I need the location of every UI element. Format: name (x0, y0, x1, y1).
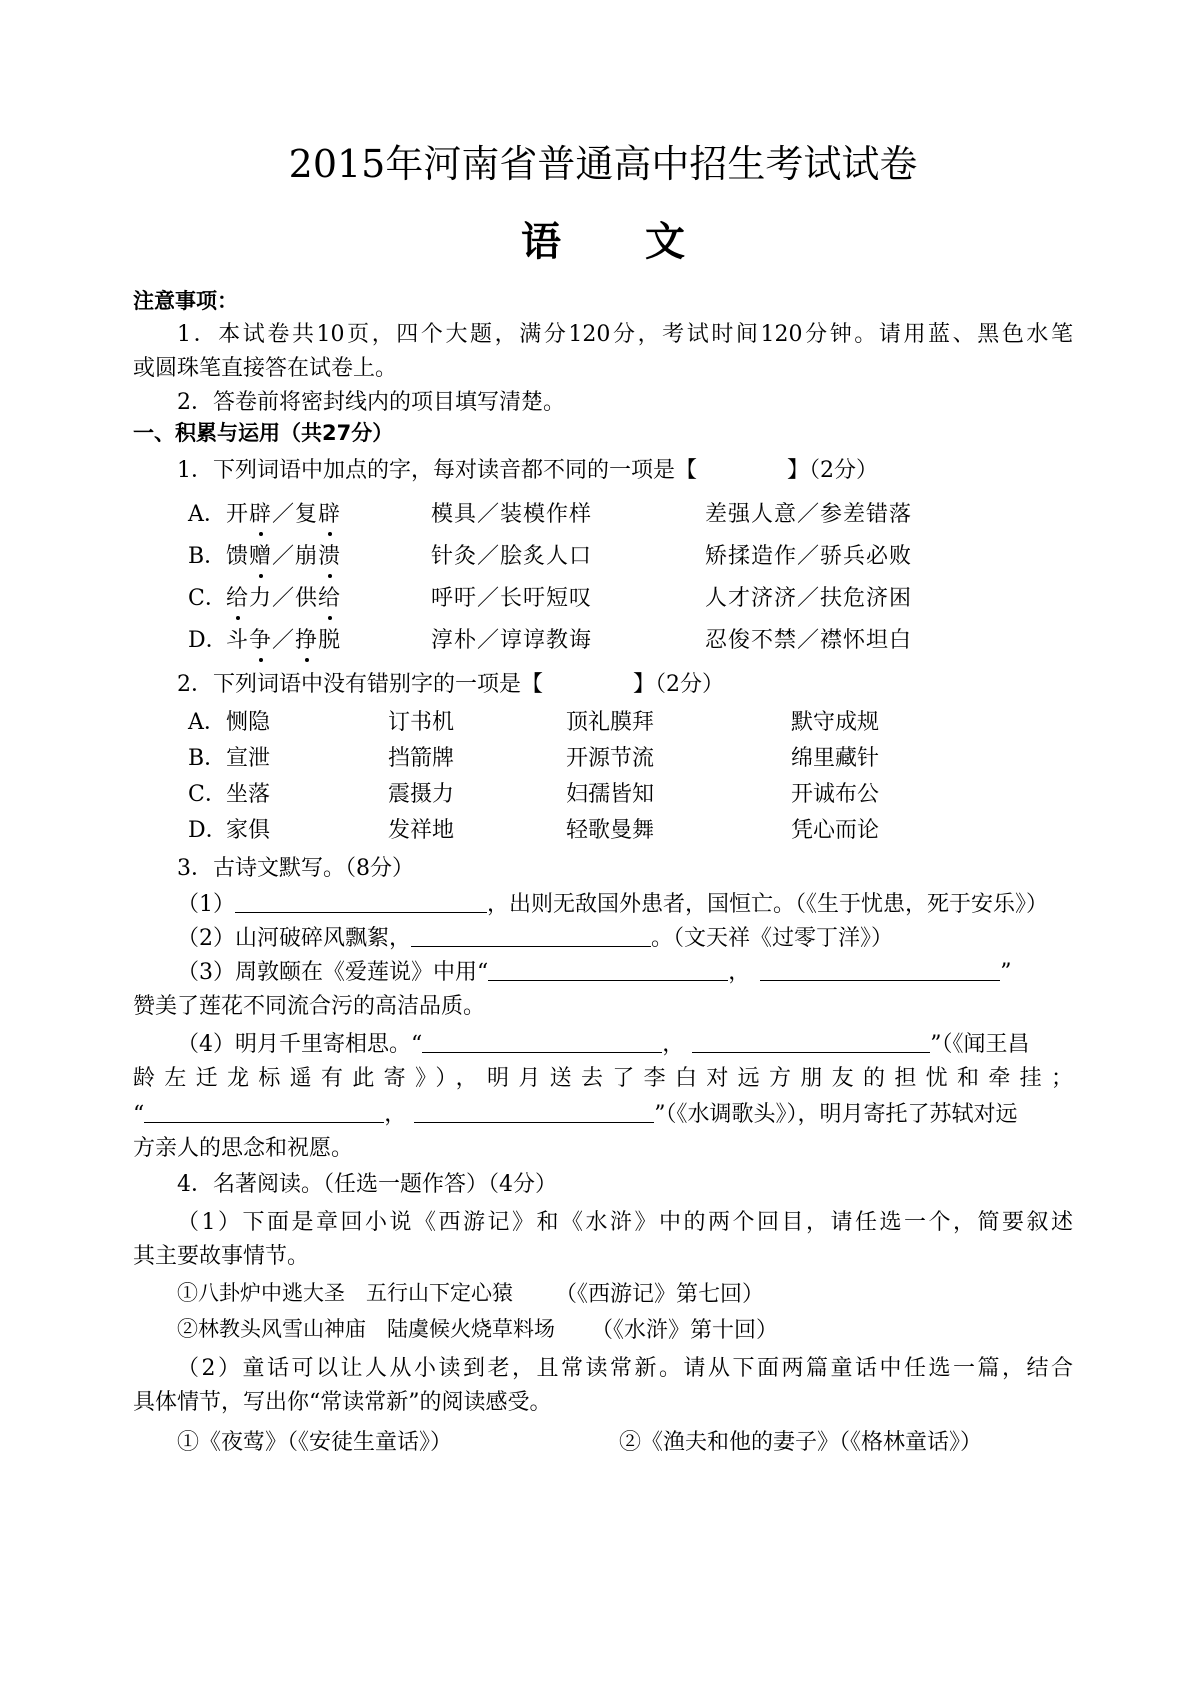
q1-option-b-word-1: 馈赠／崩溃 (226, 540, 341, 573)
q2-stem (133, 668, 1073, 701)
q2-stem-text: 2．下列词语中没有错别字的一项是【 (177, 672, 543, 697)
q2-word: 震摄力 (388, 782, 455, 807)
q2-word: 宣泄 (226, 746, 271, 771)
q3-part-4-blank-2[interactable] (692, 1032, 930, 1053)
q2-option-label: C． (188, 782, 227, 807)
q3-part-2-blank[interactable] (411, 926, 651, 947)
q1-stem-text: 1．下列词语中加点的字，每对读音都不同的一项是【 (177, 458, 697, 483)
q1-option-label: B． (188, 544, 227, 569)
q3-part-3-blank-2[interactable] (760, 960, 1000, 981)
q4-part-1-line-1: （1）下面是章回小说《西游记》和《水浒》中的两个回目，请任选一个，简要叙述 (177, 1210, 1073, 1235)
q1-option-d-word-1: 斗争／挣脱 (226, 624, 341, 657)
notice-item-1-line-2: 或圆珠笔直接答在试卷上。 (133, 356, 398, 381)
q1-stem (133, 454, 1073, 487)
q4-stem: 4．名著阅读。（任选一题作答）（4分） (177, 1172, 557, 1197)
q4-part-2-line-2: 具体情节，写出你“常读常新”的阅读感受。 (133, 1390, 552, 1415)
q2-word: 轻歌曼舞 (566, 818, 655, 843)
q3-part-3-blank-1[interactable] (488, 960, 728, 981)
q4-chapter-1-source: （《西游记》第七回） (555, 1282, 765, 1307)
q3-part-3: （3）周敦颐在《爱莲说》中用“ ， ” (177, 960, 1012, 985)
q2-option-label: A． (188, 710, 226, 735)
q1-answer-space[interactable] (697, 459, 787, 479)
q3-part-4-blank-4[interactable] (414, 1102, 654, 1123)
q1-option-a-word-1: 开辟／复辟 (226, 498, 341, 531)
q3-part-4-line-4: 方亲人的思念和祝愿。 (133, 1136, 354, 1161)
q4-chapter-2-source: （《水浒》第十回） (591, 1318, 779, 1343)
q3-part-4-line-3: “ ， ”（《水调歌头》），明月寄托了苏轼对远 (133, 1102, 1018, 1127)
q3-part-4: （4）明月千里寄相思。“ ， ”（《闻王昌 (177, 1032, 1030, 1057)
q3-stem: 3．古诗文默写。（8分） (177, 856, 414, 881)
q2-word: 坐落 (226, 782, 271, 807)
notice-item-1-line-1: 1．本试卷共10页，四个大题，满分120分，考试时间120分钟。请用蓝、黑色水笔 (177, 322, 1073, 347)
q1-option-d-word-3: 忍俊不禁／襟怀坦白 (705, 628, 913, 653)
notice-item-2: 2．答卷前将密封线内的项目填写清楚。 (177, 390, 565, 415)
q4-part-2-line-1: （2）童话可以让人从小读到老，且常读常新。请从下面两篇童话中任选一篇，结合 (177, 1356, 1073, 1381)
q3-part-4-blank-3[interactable] (144, 1102, 384, 1123)
q1-option-c-word-3: 人才济济／扶危济困 (705, 586, 913, 611)
q4-part-1-line-2: 其主要故事情节。 (133, 1244, 310, 1269)
q3-part-1: （1） ，出则无敌国外患者，国恒亡。（《生于忧患，死于安乐》） (177, 892, 1049, 917)
q2-word: 凭心而论 (791, 818, 880, 843)
q2-word: 开诚布公 (791, 782, 880, 807)
q3-part-3-line-2: 赞美了莲花不同流合污的高洁品质。 (133, 994, 486, 1019)
q4-fairy-tale-option-2: ②《渔夫和他的妻子》（《格林童话》） (619, 1430, 983, 1455)
subject-char-2: 文 (645, 218, 685, 265)
q2-score: 】（2分） (633, 672, 724, 697)
q4-fairy-tale-option-1: ①《夜莺》（《安徒生童话》） (177, 1430, 453, 1455)
exam-title: 2015年河南省普通高中招生考试试卷 (288, 142, 918, 186)
subject-title (133, 218, 1073, 266)
q1-option-a-word-2: 模具／装模作样 (431, 502, 593, 527)
q1-option-b-word-3: 矫揉造作／骄兵必败 (705, 544, 913, 569)
q1-option-b-word-2: 针灸／脍炙人口 (431, 544, 593, 569)
q3-part-1-blank[interactable] (235, 892, 487, 913)
subject-char-1: 语 (521, 218, 561, 265)
q1-option-label: D． (188, 628, 228, 653)
q1-score: 】（2分） (787, 458, 878, 483)
section-1-heading: 一、积累与运用（共27分） (133, 421, 394, 445)
q2-word: 恻隐 (226, 710, 271, 735)
q1-option-c-word-1: 给力／供给 (226, 582, 341, 615)
q2-word: 订书机 (388, 710, 455, 735)
q4-chapter-2: ②林教头风雪山神庙 陆虞候火烧草料场 (177, 1317, 555, 1341)
q3-part-2: （2）山河破碎风飘絮， 。（文天祥《过零丁洋》） (177, 926, 894, 951)
q1-option-label: A． (188, 502, 226, 527)
q2-word: 妇孺皆知 (566, 782, 655, 807)
q2-word: 默守成规 (791, 710, 880, 735)
q2-word: 家俱 (226, 818, 271, 843)
q2-word: 发祥地 (388, 818, 455, 843)
q1-option-d-word-2: 淳朴／谆谆教诲 (431, 628, 593, 653)
q3-part-4-blank-1[interactable] (422, 1032, 662, 1053)
q3-part-4-line-2: 龄左迁龙标遥有此寄》），明月送去了李白对远方朋友的担忧和牵挂； (133, 1066, 1073, 1091)
q2-answer-space[interactable] (543, 673, 633, 693)
q1-option-c-word-2: 呼吁／长吁短叹 (431, 586, 593, 611)
q2-word: 顶礼膜拜 (566, 710, 655, 735)
q4-chapter-1: ①八卦炉中逃大圣 五行山下定心猿 (177, 1281, 513, 1305)
q1-option-label: C． (188, 586, 227, 611)
notice-heading: 注意事项： (133, 289, 238, 313)
q1-option-a-word-3: 差强人意／参差错落 (705, 502, 913, 527)
q2-option-label: D． (188, 818, 228, 843)
q2-word: 挡箭牌 (388, 746, 455, 771)
q2-option-label: B． (188, 746, 227, 771)
q2-word: 开源节流 (566, 746, 655, 771)
q2-word: 绵里藏针 (791, 746, 880, 771)
